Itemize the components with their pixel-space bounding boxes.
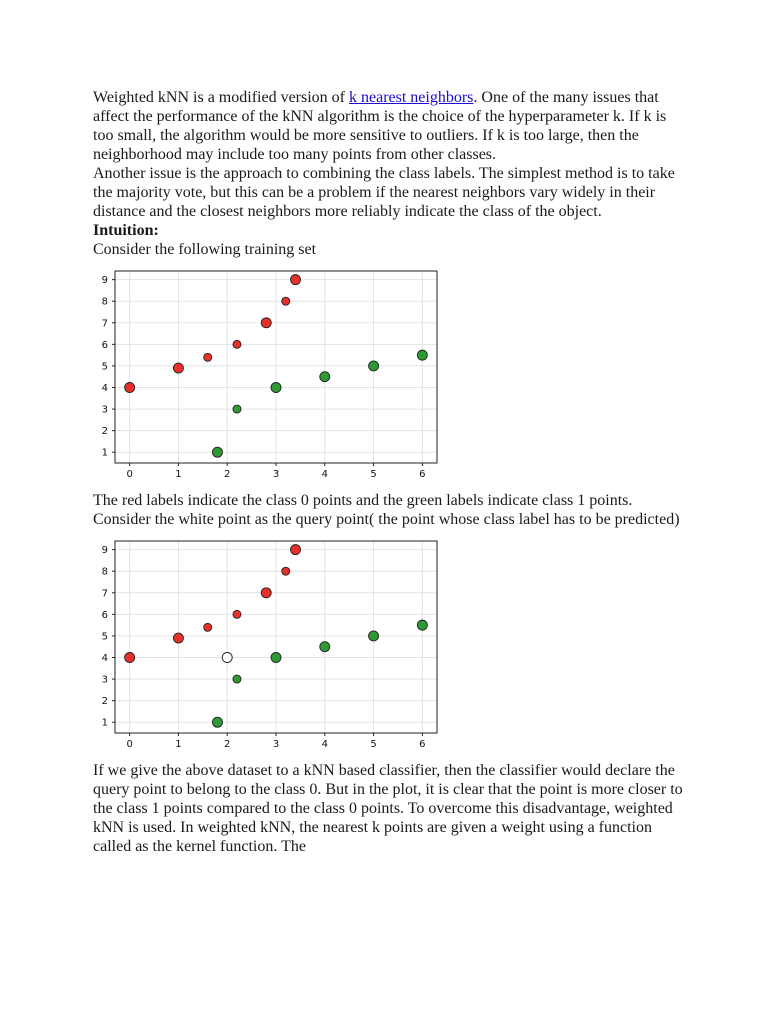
training-set-scatter-plot [93,265,453,485]
class0-point [125,382,135,392]
query-point [222,652,232,662]
class0-point [291,545,301,555]
y-tick-label: 8 [101,296,108,308]
combining-paragraph: Another issue is the approach to combining the class labels. The simplest method is to take the majority vote, but this can be a problem if the nearest neighbors vary widely in their distance and the closest neighbors more reliably indicate the class of the object. [93,165,675,220]
class0-point [173,633,183,643]
class0-point [282,567,290,575]
y-tick-label: 7 [101,588,108,600]
x-tick-label: 2 [224,469,231,480]
class1-point [417,350,427,360]
y-tick-label: 6 [101,609,108,621]
class1-point [320,372,330,382]
x-tick-label: 5 [370,469,377,480]
query-point-scatter-plot [93,535,453,755]
class0-point [173,363,183,373]
intro-text-cont: . One of the many issues that affect the performance of the kNN algorithm is the choice of the hyperparameter k. If k is too small, the algorithm would be more sensitive to outliers. If k is too large, then the neighborhood may include too many points from other classes. [93,89,667,163]
class1-point [212,447,222,457]
x-tick-label: 3 [272,739,280,750]
class0-point [204,353,212,361]
class1-point [233,675,241,683]
y-tick-label: 3 [101,674,108,686]
class0-point [291,275,301,285]
class1-point [369,361,379,371]
intro-paragraph [93,88,683,164]
y-tick-label: 5 [101,361,108,373]
y-tick-label: 5 [101,631,108,643]
x-tick-label: 0 [126,469,133,480]
x-tick-label: 4 [321,739,328,750]
x-tick-label: 1 [175,469,182,480]
y-tick-label: 6 [101,339,108,351]
y-tick-label: 9 [101,275,108,287]
y-tick-label: 1 [101,717,108,729]
training-set-caption: Consider the following training set [93,241,317,258]
class0-point [261,588,271,598]
class0-point [261,318,271,328]
class1-point [271,382,281,392]
y-tick-label: 1 [101,447,108,459]
y-tick-label: 8 [101,566,108,578]
class0-point [282,297,290,305]
y-tick-label: 2 [101,426,108,438]
x-tick-label: 1 [175,739,182,750]
x-tick-label: 6 [419,469,426,480]
class1-point [233,405,241,413]
x-tick-label: 5 [370,739,377,750]
x-tick-label: 6 [419,739,426,750]
class1-point [320,642,330,652]
document-body [93,88,683,856]
class0-point [125,652,135,662]
intuition-heading: Intuition: [93,222,159,239]
y-tick-label: 2 [101,696,108,708]
x-tick-label: 2 [224,739,231,750]
y-tick-label: 4 [101,652,108,664]
x-tick-label: 3 [272,469,280,480]
knn-link[interactable]: k nearest neighbors [349,89,474,106]
y-tick-label: 7 [101,318,108,330]
query-point-paragraph: Consider the white point as the query point( the point whose class label has to be predicted) [93,511,680,528]
class0-point [233,610,241,618]
class1-point [212,717,222,727]
y-tick-label: 9 [101,545,108,557]
x-tick-label: 4 [321,469,328,480]
class-colors-paragraph: The red labels indicate the class 0 points and the green labels indicate class 1 points. [93,492,633,509]
y-tick-label: 4 [101,382,108,394]
weighted-knn-paragraph: If we give the above dataset to a kNN based classifier, then the classifier would declare the query point to belong to the class 0. But in the plot, it is clear that the point is more closer to the class 1 points compared to the class 0 points. To overcome this disadvantage, weighted kNN is used. In weighted kNN, the nearest k points are given a weight using a function called as the kernel function. The [93,762,683,855]
intro-text: Weighted kNN is a modified version of [93,89,349,106]
y-tick-label: 3 [101,404,108,416]
x-tick-label: 0 [126,739,133,750]
class0-point [204,623,212,631]
class0-point [233,340,241,348]
class1-point [417,620,427,630]
class1-point [369,631,379,641]
class1-point [271,652,281,662]
